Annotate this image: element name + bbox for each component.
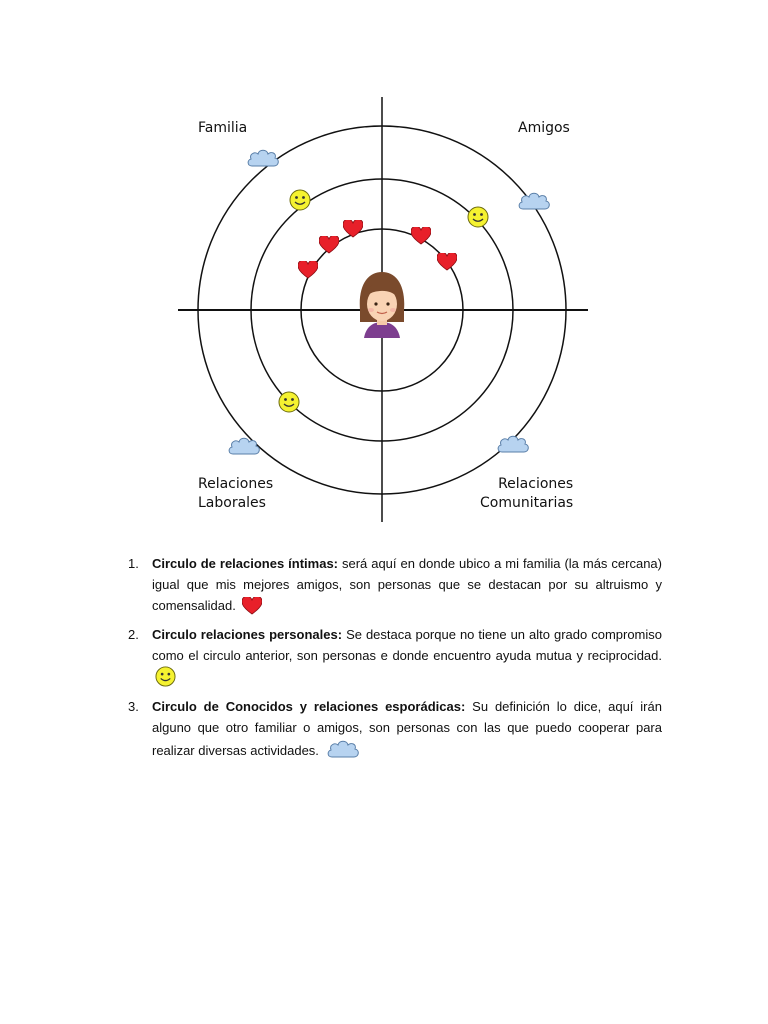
smiley-icon	[279, 392, 299, 412]
label-comunitarias-line1: Relaciones	[498, 476, 574, 492]
heart-icon	[298, 260, 318, 278]
label-laborales-line2: Laborales	[198, 495, 266, 511]
list-item	[128, 696, 662, 761]
item-number: 3.	[128, 699, 139, 714]
label-amigos	[518, 119, 570, 138]
heart-icon	[437, 252, 457, 270]
item-text: será aquí en donde ubico a mi familia (la más cercana) igual que mis mejores amigos, son personas que se destacan por su altruismo y comensalidad.	[152, 556, 662, 613]
cloud-icon	[498, 436, 528, 452]
heart-icon	[411, 226, 431, 244]
heart-icon	[242, 597, 262, 615]
label-comunitarias-line2: Comunitarias	[480, 495, 574, 511]
smiley-icon	[468, 207, 488, 227]
item-number: 1.	[128, 556, 139, 571]
item-title: Circulo de Conocidos y relaciones esporádicas:	[152, 699, 466, 714]
smiley-icon	[290, 190, 310, 210]
list-item	[128, 624, 662, 688]
label-relaciones-comunitarias	[480, 475, 573, 513]
item-number: 2.	[128, 627, 139, 642]
woman-avatar-icon	[360, 272, 405, 338]
item-text: Su definición lo dice, aquí irán alguno que otro familiar o amigos, son personas con las que puedo cooperar para realizar diversas actividades.	[152, 699, 662, 758]
cloud-icon	[229, 438, 259, 454]
item-title: Circulo relaciones personales:	[152, 627, 343, 642]
label-familia-text: Familia	[198, 120, 248, 136]
item-title: Circulo de relaciones íntimas:	[152, 556, 338, 571]
definitions-list	[128, 553, 662, 769]
heart-icon	[319, 235, 339, 253]
cloud-icon	[326, 738, 360, 760]
cloud-icon	[248, 150, 278, 166]
label-relaciones-laborales	[198, 475, 273, 513]
label-laborales-line1: Relaciones	[198, 476, 274, 492]
label-amigos-text: Amigos	[518, 120, 570, 136]
list-item	[128, 553, 662, 616]
item-text: Se destaca porque no tiene un alto grado compromiso como el circulo anterior, son personas e donde encuentro ayuda mutua y reciprocidad.	[152, 627, 663, 663]
smiley-icon	[155, 666, 176, 687]
label-familia	[198, 119, 247, 138]
cloud-icon	[519, 193, 549, 209]
heart-icon	[343, 219, 363, 237]
